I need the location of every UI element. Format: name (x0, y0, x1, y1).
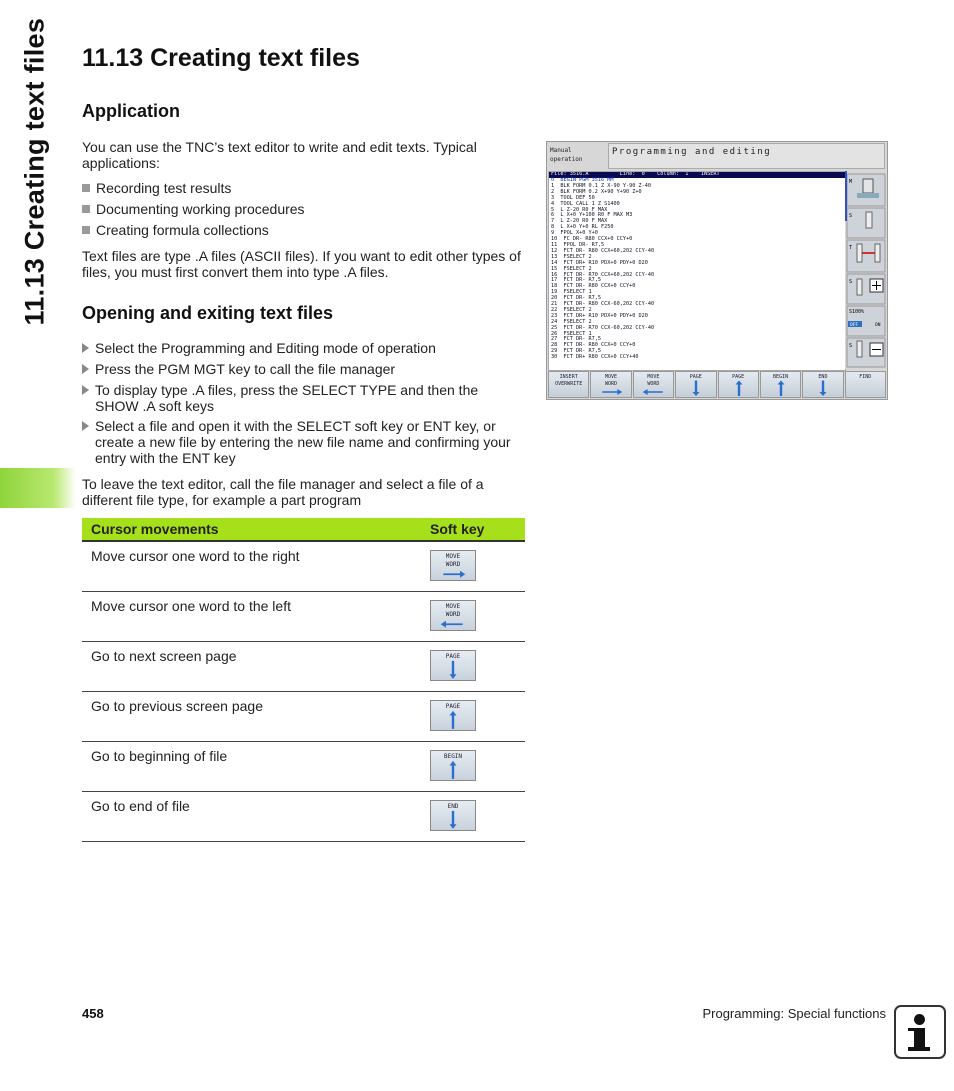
softkey-label: PAGE (445, 703, 461, 710)
on-label: ON (875, 323, 881, 328)
triangle-bullet-icon (82, 385, 89, 395)
screen-softkey-label: MOVE WORD (647, 374, 660, 387)
screen-status-bar: File: 3516.A Line: 0 Column: 1 INSERT (549, 172, 845, 178)
softkey-button[interactable] (430, 750, 476, 781)
page-heading: 11.13 Creating text files (82, 44, 360, 72)
screen-softkey-label: PAGE (689, 374, 702, 380)
triangle-bullet-icon (82, 343, 89, 353)
table-row (82, 592, 525, 642)
tnc-screenshot (546, 141, 888, 400)
cursor-movement-description: Go to next screen page (82, 642, 421, 692)
bullet-item (82, 222, 269, 238)
cursor-movement-description: Move cursor one word to the left (82, 592, 421, 642)
chapter-tab-marker (0, 468, 76, 508)
program-line: 26 FSELECT 1 (551, 330, 592, 337)
screen-title: Programming and editing (608, 143, 885, 169)
cursor-movement-description: Move cursor one word to the right (82, 541, 421, 592)
cursor-movement-description: Go to previous screen page (82, 692, 421, 742)
step-text: Press the PGM MGT key to call the file manager (95, 361, 396, 377)
side-title-text: 11.13 Creating text files (19, 17, 50, 326)
program-line: 20 FCT DR- R7,5 (551, 295, 601, 302)
softkey-cell (421, 541, 525, 592)
svg-text:S: S (849, 343, 853, 349)
screen-softkey[interactable] (548, 371, 589, 398)
program-line: 0 BEGIN PGM 3516 MM (551, 177, 614, 183)
program-line: 1 BLK FORM 0.1 Z X-90 Y-90 Z-40 (551, 182, 651, 189)
svg-text:S: S (849, 213, 853, 219)
step-text: Select a file and open it with the SELECT soft key or ENT key, or create a new file by entering the new file name and confirming your entry with the ENT key (95, 418, 511, 466)
softkey-button[interactable] (430, 550, 476, 581)
page-number: 458 (82, 1006, 104, 1021)
program-line: 5 L Z-20 R0 F MAX (551, 206, 608, 213)
table-header-row (82, 518, 525, 541)
softkey-cell (421, 642, 525, 692)
arrow-down-icon (431, 651, 475, 680)
program-line: 24 FSELECT 2 (551, 318, 592, 325)
program-line: 28 FCT DR- R80 CCX+0 CCY+0 (551, 342, 636, 349)
bullet-square-icon (82, 205, 90, 213)
svg-text:T: T (849, 245, 853, 251)
softkey-button[interactable] (430, 600, 476, 631)
bullet-text: Documenting working procedures (96, 201, 305, 217)
program-line: 21 FCT DR- R80 CCX-60,202 CCY-40 (551, 301, 655, 308)
program-line: 18 FCT DR- R80 CCX+0 CCY+0 (551, 283, 636, 290)
program-line: 30 FCT DR+ R80 CCX+0 CCY+40 (551, 354, 639, 361)
footer-section: Programming: Special functions (702, 1006, 886, 1021)
program-line: 17 FCT DR- R7,5 (551, 277, 601, 284)
program-line: 4 TOOL CALL 1 Z S1400 (551, 200, 620, 207)
program-line: 3 TOOL DEF 50 (551, 194, 595, 201)
screen-softkey[interactable] (802, 371, 843, 398)
application-intro: You can use the TNC’s text editor to write and edit texts. Typical applications: (82, 139, 477, 171)
leave-editor-text: To leave the text editor, call the file manager and select a file of a different file type, for example a part program (82, 476, 484, 508)
program-line: 19 FSELECT 1 (551, 289, 592, 296)
softkey-cell (421, 792, 525, 842)
arrow-right-icon (591, 372, 631, 397)
step-item (82, 382, 522, 414)
screen-softkey-label: INSERT OVERWRITE (555, 374, 583, 387)
application-note: Text files are type .A files (ASCII files). If you want to edit other types of files, you must first convert them into type .A files. (82, 248, 521, 280)
screen-softkey-label: END (818, 374, 828, 380)
side-chapter-title (8, 17, 50, 340)
table-row (82, 642, 525, 692)
softkey-button[interactable] (430, 700, 476, 731)
program-line: 11 FPOL DR- R7,5 (551, 241, 605, 248)
bullet-text: Creating formula collections (96, 222, 269, 238)
spindle-override-text: S100% (849, 309, 865, 315)
program-line: 6 L X+0 Y+100 R0 F MAX M3 (551, 212, 633, 219)
program-line: 7 L Z-20 R0 F MAX (551, 218, 608, 225)
arrow-right-icon (431, 551, 475, 580)
program-line: 23 FCT DR+ R10 PDX+0 PDY+0 D20 (551, 312, 648, 319)
program-line: 29 FCT DR- R7,5 (551, 348, 601, 355)
softkey-button[interactable] (430, 800, 476, 831)
info-icon (894, 1005, 946, 1059)
cursor-movement-description: Go to end of file (82, 792, 421, 842)
program-line: 13 FSELECT 2 (551, 253, 592, 260)
screen-softkey-label: FIND (859, 374, 872, 380)
cursor-movements-table (82, 518, 525, 842)
column-header: Cursor movements (82, 518, 421, 541)
program-line: 12 FCT DR- R80 CCX+60,202 CCY-40 (551, 247, 655, 254)
softkey-cell (421, 742, 525, 792)
screen-softkey-row (548, 371, 886, 398)
softkey-cell (421, 592, 525, 642)
screen-softkey[interactable] (675, 371, 716, 398)
softkey-label: MOVE WORD (445, 603, 461, 618)
program-line: 14 FCT DR+ R10 PDX+0 PDY+0 D20 (551, 259, 648, 266)
arrow-down-icon (676, 372, 716, 397)
screen-softkey[interactable] (718, 371, 759, 398)
column-header: Soft key (421, 518, 525, 541)
screen-softkey[interactable] (760, 371, 801, 398)
table-row (82, 692, 525, 742)
side-panel-icons (845, 171, 886, 369)
step-text: To display type .A files, press the SELECT TYPE and then the SHOW .A soft keys (95, 382, 479, 414)
program-line: 10 FC DR- R80 CCX+0 CCY+0 (551, 236, 633, 243)
screen-softkey-label: PAGE (732, 374, 745, 380)
program-line: 25 FCT DR- R70 CCX-60,202 CCY-40 (551, 324, 655, 331)
program-line: 9 FPOL X+0 Y+0 (551, 230, 598, 237)
screen-mode-label: Manual operation (550, 147, 583, 163)
screen-editor (548, 171, 846, 371)
screen-softkey[interactable] (633, 371, 674, 398)
program-line: 22 FSELECT 2 (551, 306, 592, 313)
bullet-item (82, 201, 305, 217)
program-line: 2 BLK FORM 0.2 X+90 Y+90 Z+0 (551, 188, 642, 195)
program-line: 8 L X+0 Y+0 RL F250 (551, 224, 614, 231)
table-row (82, 541, 525, 592)
screen-side-panel (845, 171, 886, 369)
table-row (82, 792, 525, 842)
arrow-up-icon (719, 372, 759, 397)
step-text: Select the Programming and Editing mode of operation (95, 340, 436, 356)
application-heading: Application (82, 101, 180, 121)
step-item (82, 340, 522, 356)
arrow-up-icon (431, 701, 475, 730)
table-row (82, 742, 525, 792)
screen-softkey[interactable] (845, 371, 886, 398)
softkey-label: END (447, 803, 459, 810)
program-line: 27 FCT DR- R7,5 (551, 336, 601, 343)
opening-heading: Opening and exiting text files (82, 303, 334, 323)
triangle-bullet-icon (82, 421, 89, 431)
screen-softkey-label: MOVE WORD (605, 374, 618, 387)
softkey-label: PAGE (445, 653, 461, 660)
svg-text:S: S (849, 279, 853, 285)
bullet-text: Recording test results (96, 180, 232, 196)
step-item (82, 418, 522, 466)
softkey-label: MOVE WORD (445, 553, 461, 568)
bullet-square-icon (82, 226, 90, 234)
program-line: 15 FSELECT 2 (551, 265, 592, 272)
off-label: OFF (850, 323, 859, 328)
triangle-bullet-icon (82, 364, 89, 374)
screen-softkey[interactable] (590, 371, 631, 398)
svg-text:M: M (849, 179, 853, 185)
cursor-movement-description: Go to beginning of file (82, 742, 421, 792)
arrow-down-icon (803, 372, 843, 397)
arrow-up-icon (761, 372, 801, 397)
step-item (82, 361, 522, 377)
program-line: 16 FCT DR- R70 CCX+60,202 CCY-40 (551, 271, 655, 278)
softkey-button[interactable] (430, 650, 476, 681)
bullet-square-icon (82, 184, 90, 192)
bullet-item (82, 180, 231, 196)
softkey-cell (421, 692, 525, 742)
softkey-label: BEGIN (443, 753, 463, 760)
arrow-down-icon (431, 801, 475, 830)
screen-softkey-label: BEGIN (773, 374, 789, 380)
arrow-left-icon (431, 601, 475, 630)
arrow-left-icon (634, 372, 674, 397)
arrow-up-icon (431, 751, 475, 780)
